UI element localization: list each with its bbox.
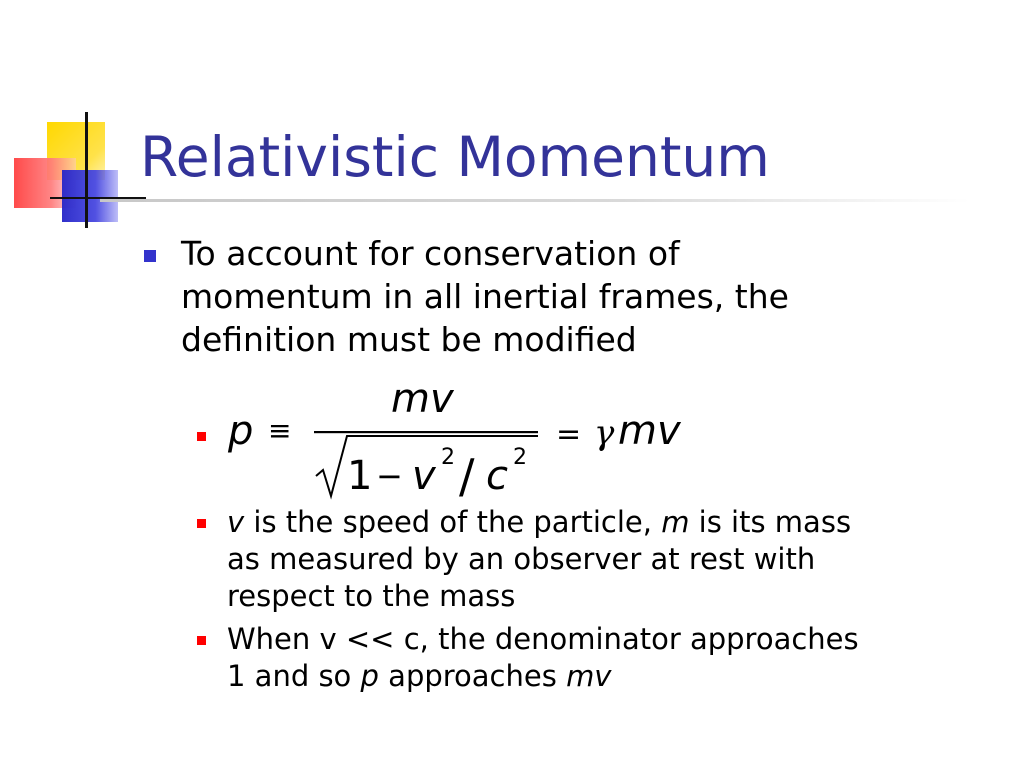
italic-v: v [227, 505, 245, 539]
bullet-line [227, 658, 997, 695]
formula-c: c [486, 453, 508, 499]
bullet-square-icon [197, 519, 206, 528]
formula-p: p [228, 408, 254, 454]
bullet-square-icon [144, 250, 156, 262]
bullet-text-limit [227, 621, 997, 695]
formula-gamma: γ [594, 413, 615, 453]
bullet-line [227, 504, 997, 541]
formula-equals: = [556, 417, 582, 452]
bullet-line: When v << c, the denominator approaches [227, 622, 859, 656]
bullet-text-speed [227, 504, 997, 615]
formula-rhs: mv [618, 408, 681, 454]
title-divider [100, 199, 970, 202]
formula-equiv: ≡ [268, 414, 292, 447]
slide-title: Relativistic Momentum [140, 125, 770, 189]
bullet-line: respect to the mass [227, 579, 516, 613]
bullet-text-conservation [181, 232, 981, 361]
fraction-bar [314, 431, 538, 433]
italic-mv: mv [566, 659, 612, 693]
text-approaches: approaches [378, 659, 567, 693]
bullet-square-icon [197, 636, 206, 645]
bullet-line: as measured by an observer at rest with [227, 542, 816, 576]
formula-v: v [412, 453, 436, 499]
logo-blue-square [62, 170, 118, 222]
formula-one: 1 [347, 453, 373, 499]
formula-c-exponent: 2 [513, 445, 527, 470]
text-and-so: 1 and so [227, 659, 361, 693]
slide-logo [0, 0, 150, 240]
formula-minus: − [376, 457, 403, 495]
bullet-line: definition must be modified [181, 320, 637, 359]
formula-slash: / [459, 449, 475, 503]
formula-numerator: mv [391, 376, 454, 422]
formula-v-exponent: 2 [441, 445, 455, 470]
text-speed: is the speed of the particle, [244, 505, 662, 539]
bullet-square-icon [197, 432, 206, 441]
text-mass: is its mass [689, 505, 852, 539]
italic-m: m [661, 505, 690, 539]
bullet-line: To account for conservation of [181, 234, 680, 273]
bullet-line: momentum in all inertial frames, the [181, 277, 789, 316]
momentum-formula [226, 376, 706, 503]
logo-vertical-line [85, 112, 88, 228]
italic-p: p [360, 659, 379, 693]
